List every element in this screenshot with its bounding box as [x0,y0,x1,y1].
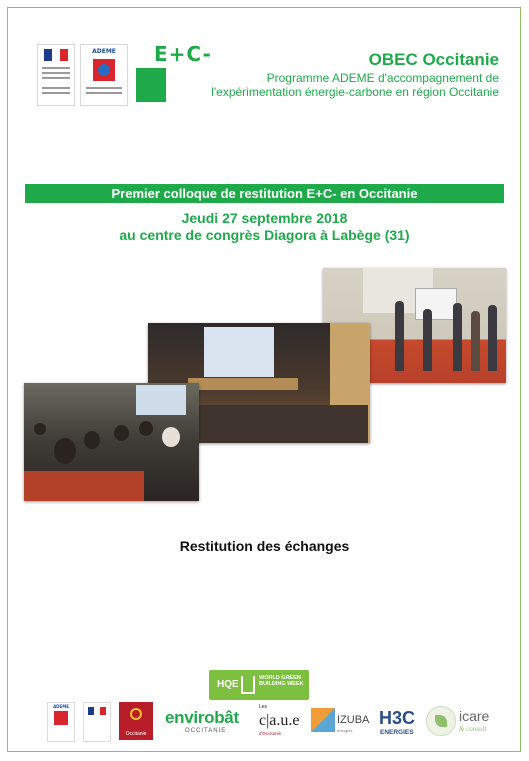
envirobat-name: envirobât [165,708,239,727]
hqe-world-green-building-week-logo [209,670,309,700]
photo-audience [24,383,199,501]
occitan-cross-icon [130,708,142,720]
icare-sub: & consult [459,725,487,733]
envirobat-region: OCCITANIE [185,728,227,734]
izuba-logo [309,702,373,740]
hqe-label: HQE [217,679,239,690]
ademe-emblem-icon [93,59,115,81]
event-date: Jeudi 27 septembre 2018 [181,210,348,226]
energie-carbone-logo-text: E+C- [154,42,212,66]
hqe-event-label: WORLD GREEN BUILDING WEEK [259,675,304,687]
caue-logo [259,702,303,740]
section-title: Restitution des échanges [179,538,350,554]
ademe-logo-text: ADEME [92,48,116,55]
ademe-emblem-icon [54,711,68,725]
izuba-sub: énergies [337,728,353,733]
footer-ademe-text: ADEME [53,704,69,709]
government-logo [37,44,75,106]
h3c-sub: ENERGIES [380,729,414,736]
page-subtitle: Programme ADEME d'accompagnement de l'expérimentation énergie-carbone en région Occitanie [211,71,499,99]
french-flag-icon [88,707,106,715]
energie-carbone-logo [136,42,212,102]
page-title: OBEC Occitanie [368,50,499,69]
h3c-energies-logo [379,702,419,740]
event-banner: Premier colloque de restitution E+C- en Occitanie [25,184,504,203]
icare-name: icare [459,708,490,724]
envirobat-logo [165,702,251,740]
footer-ademe-logo [47,702,75,742]
h3c-name: H3C [379,708,416,728]
energie-carbone-badge [136,68,166,102]
leaf-icon [426,706,456,736]
icare-consult-logo [426,702,500,740]
region-occitanie-logo [119,702,153,740]
izuba-cube-icon [311,708,335,732]
caue-region: d'Occitanie [259,731,282,736]
french-flag-icon [44,49,68,61]
izuba-name: IZUBA [337,714,370,726]
ademe-logo [80,44,128,106]
caue-prefix: Les [259,704,268,710]
footer-government-logo [83,702,111,742]
occitanie-label: Occitanie [125,731,147,737]
event-venue: au centre de congrès Diagora à Labège (31) [119,227,410,243]
house-icon [241,676,255,694]
caue-name: c|a.u.e [259,712,300,729]
